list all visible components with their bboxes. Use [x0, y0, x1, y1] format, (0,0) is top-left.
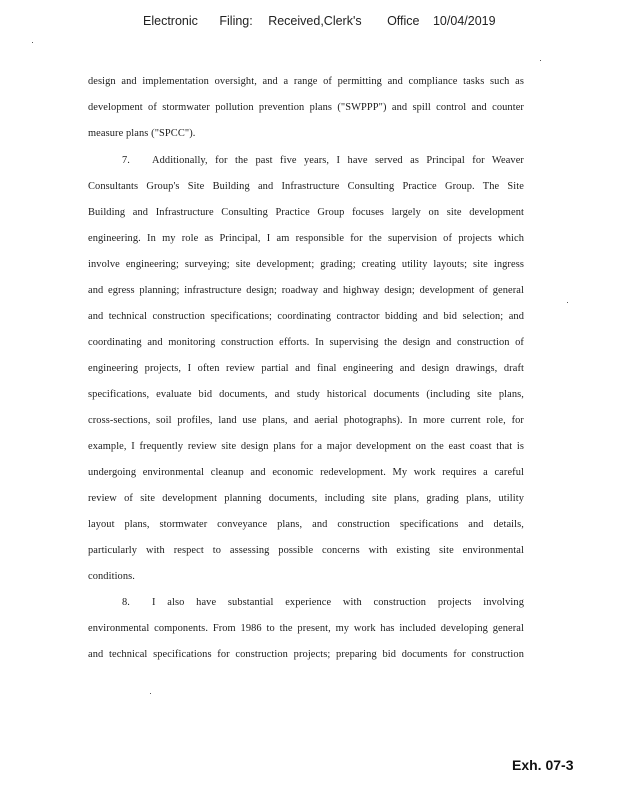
body-line: measure plans ("SPCC").	[88, 128, 196, 139]
body-line: coordinating and monitoring construction efforts. In supervising the design and construction of	[88, 337, 524, 348]
body-line: development of stormwater pollution prevention plans ("SWPPP") and spill control and counter	[88, 102, 524, 113]
scan-speck	[32, 42, 33, 43]
body-line: I also have substantial experience with construction projects involving	[152, 597, 524, 608]
body-line: and technical specifications for construction projects; preparing bid documents for construction	[88, 649, 524, 660]
body-line: engineering. In my role as Principal, I am responsible for the supervision of projects which	[88, 233, 524, 244]
body-line: and technical construction specifications; coordinating contractor bidding and bid selection; and	[88, 311, 524, 322]
paragraph-8-first-line	[88, 597, 524, 608]
body-line: Building and Infrastructure Consulting Practice Group focuses largely on site development	[88, 207, 524, 218]
exhibit-label: Exh. 07-3	[512, 757, 574, 773]
body-line: and egress planning; infrastructure design; roadway and highway design; development of general	[88, 285, 524, 296]
body-line: cross-sections, soil profiles, land use plans, and aerial photographs). In more current role, for	[88, 415, 524, 426]
header-received: Received,Clerk's	[268, 14, 362, 28]
body-line: layout plans, stormwater conveyance plans, and construction specifications and details,	[88, 519, 524, 530]
paragraph-7-first-line	[88, 155, 524, 166]
body-line: environmental components. From 1986 to the present, my work has included developing general	[88, 623, 524, 634]
scan-speck	[567, 302, 568, 303]
body-line: Consultants Group's Site Building and Infrastructure Consulting Practice Group. The Site	[88, 181, 524, 192]
header-date: 10/04/2019	[432, 14, 496, 28]
body-line: involve engineering; surveying; site development; grading; creating utility layouts; site ingress	[88, 259, 524, 270]
filing-stamp-header	[143, 14, 496, 28]
paragraph-number-7: 7.	[122, 155, 130, 166]
body-line: engineering projects, I often review partial and final engineering and design drawings, draft	[88, 363, 524, 374]
scan-speck	[540, 60, 541, 61]
body-line: review of site development planning documents, including site plans, grading plans, utility	[88, 493, 524, 504]
body-line: design and implementation oversight, and a range of permitting and compliance tasks such as	[88, 76, 524, 87]
body-line: particularly with respect to assessing possible concerns with existing site environmental	[88, 545, 524, 556]
body-line: specifications, evaluate bid documents, and study historical documents (including site plans,	[88, 389, 524, 400]
header-office: Office	[387, 14, 420, 28]
header-filing: Filing:	[219, 14, 253, 28]
body-line: undergoing environmental cleanup and economic redevelopment. My work requires a careful	[88, 467, 524, 478]
scan-speck	[150, 693, 151, 694]
body-line: Additionally, for the past five years, I have served as Principal for Weaver	[152, 155, 524, 166]
paragraph-number-8: 8.	[122, 597, 130, 608]
header-electronic: Electronic	[143, 14, 198, 28]
body-line: example, I frequently review site design plans for a major development on the east coast that is	[88, 441, 524, 452]
body-line: conditions.	[88, 571, 135, 582]
